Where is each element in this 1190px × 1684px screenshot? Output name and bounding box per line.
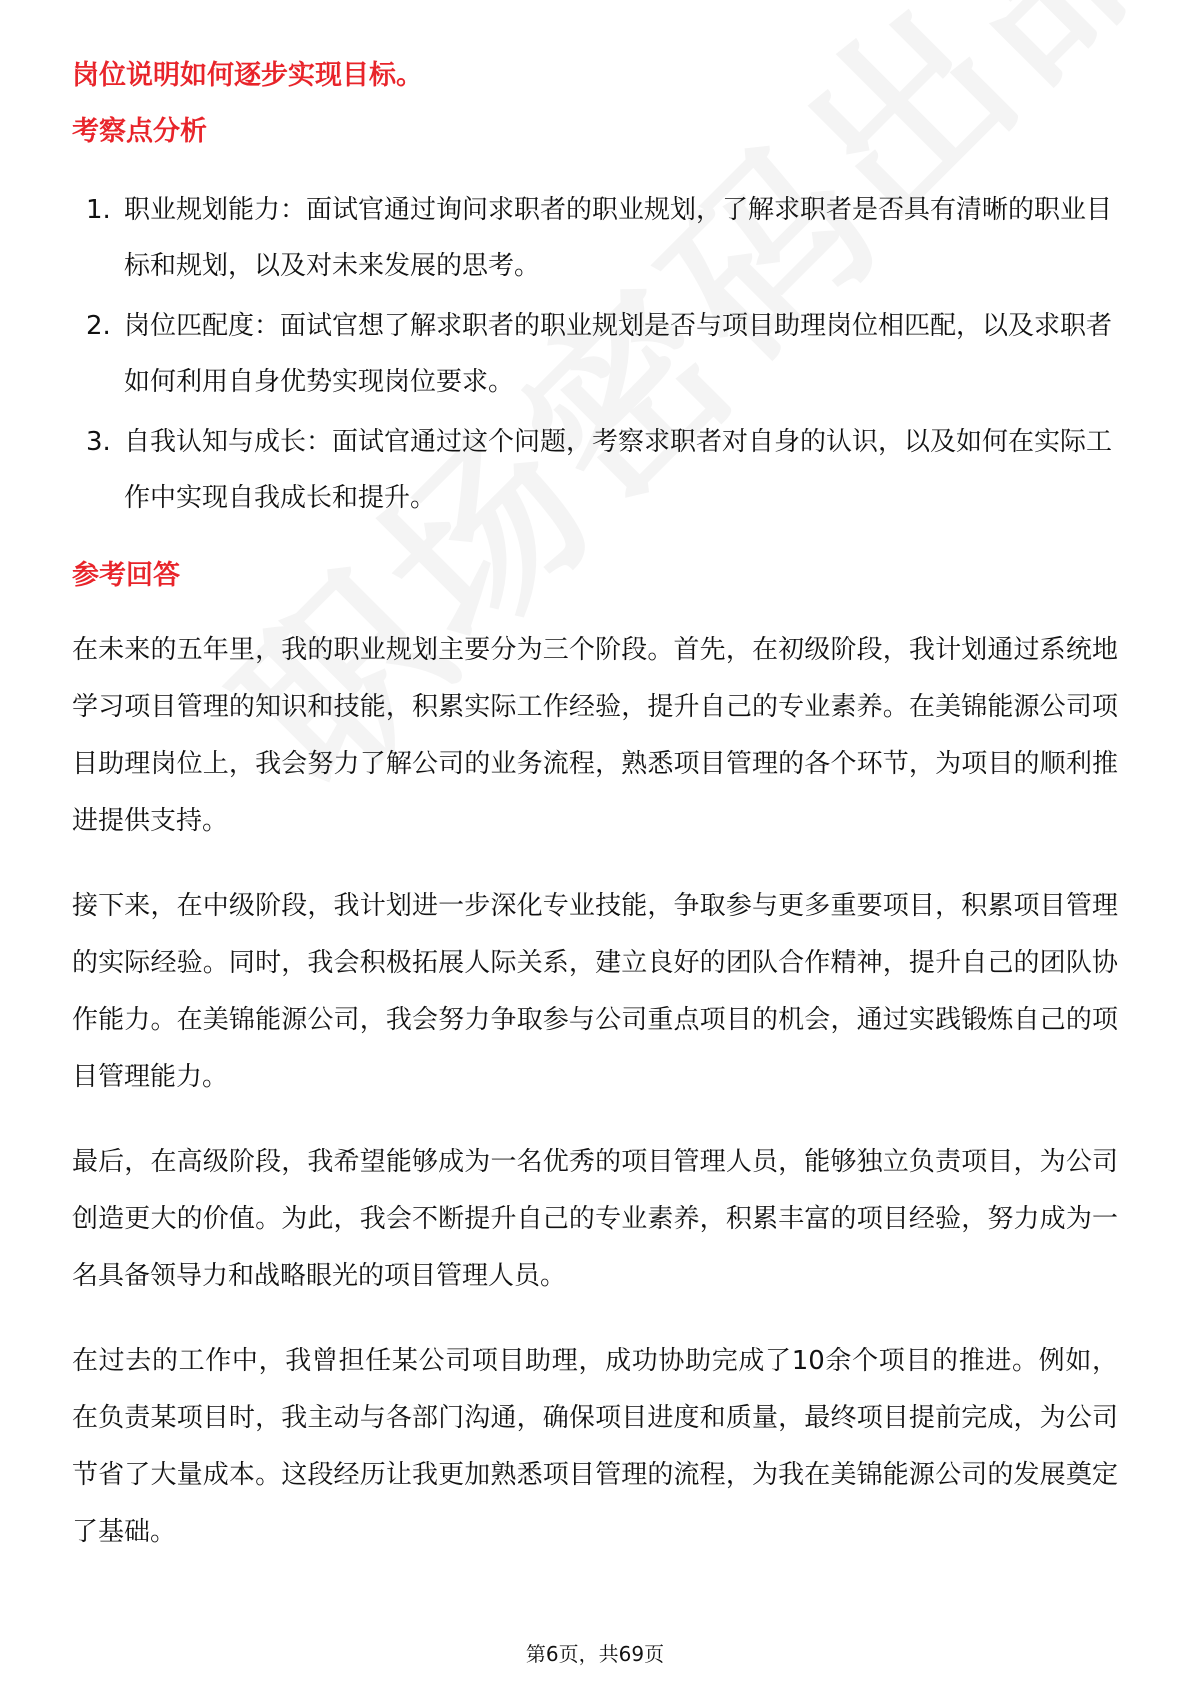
list-item-number: 2.	[86, 311, 111, 341]
list-item-text: 职业规划能力：面试官通过询问求职者的职业规划，了解求职者是否具有清晰的职业目标和规划，以及对未来发展的思考。	[124, 195, 1113, 281]
page-number: 第6页，共69页	[525, 1642, 665, 1666]
analysis-points	[72, 182, 1118, 526]
list-item-number: 3.	[86, 427, 111, 457]
answer-paragraph: 接下来，在中级阶段，我计划进一步深化专业技能，争取参与更多重要项目，积累项目管理的实际经验。同时，我会积极拓展人际关系，建立良好的团队合作精神，提升自己的团队协作能力。在美锦能源公司，我会努力争取参与公司重点项目的机会，通过实践锻炼自己的项目管理能力。	[72, 891, 1118, 1092]
list-item	[72, 298, 1118, 410]
analysis-heading: 考察点分析	[72, 116, 207, 147]
list-item-number: 1.	[86, 195, 111, 225]
list-item	[72, 182, 1118, 294]
list-item-text: 岗位匹配度：面试官想了解求职者的职业规划是否与项目助理岗位相匹配，以及求职者如何利用自身优势实现岗位要求。	[124, 311, 1113, 397]
intro-line: 岗位说明如何逐步实现目标。	[72, 60, 423, 91]
list-item	[72, 414, 1118, 526]
page-footer	[0, 1640, 1190, 1668]
answer-heading: 参考回答	[72, 560, 180, 591]
answer-paragraph: 在过去的工作中，我曾担任某公司项目助理，成功协助完成了10余个项目的推进。例如，在负责某项目时，我主动与各部门沟通，确保项目进度和质量，最终项目提前完成，为公司节省了大量成本。这段经历让我更加熟悉项目管理的流程，为我在美锦能源公司的发展奠定了基础。	[72, 1346, 1118, 1547]
list-item-text: 自我认知与成长：面试官通过这个问题，考察求职者对自身的认识，以及如何在实际工作中实现自我成长和提升。	[124, 427, 1113, 513]
answer-paragraph: 最后，在高级阶段，我希望能够成为一名优秀的项目管理人员，能够独立负责项目，为公司创造更大的价值。为此，我会不断提升自己的专业素养，积累丰富的项目经验，努力成为一名具备领导力和战略眼光的项目管理人员。	[72, 1147, 1118, 1291]
page-content	[72, 56, 1118, 1561]
answer-paragraph: 在未来的五年里，我的职业规划主要分为三个阶段。首先，在初级阶段，我计划通过系统地学习项目管理的知识和技能，积累实际工作经验，提升自己的专业素养。在美锦能源公司项目助理岗位上，我会努力了解公司的业务流程，熟悉项目管理的各个环节，为项目的顺利推进提供支持。	[72, 635, 1118, 836]
